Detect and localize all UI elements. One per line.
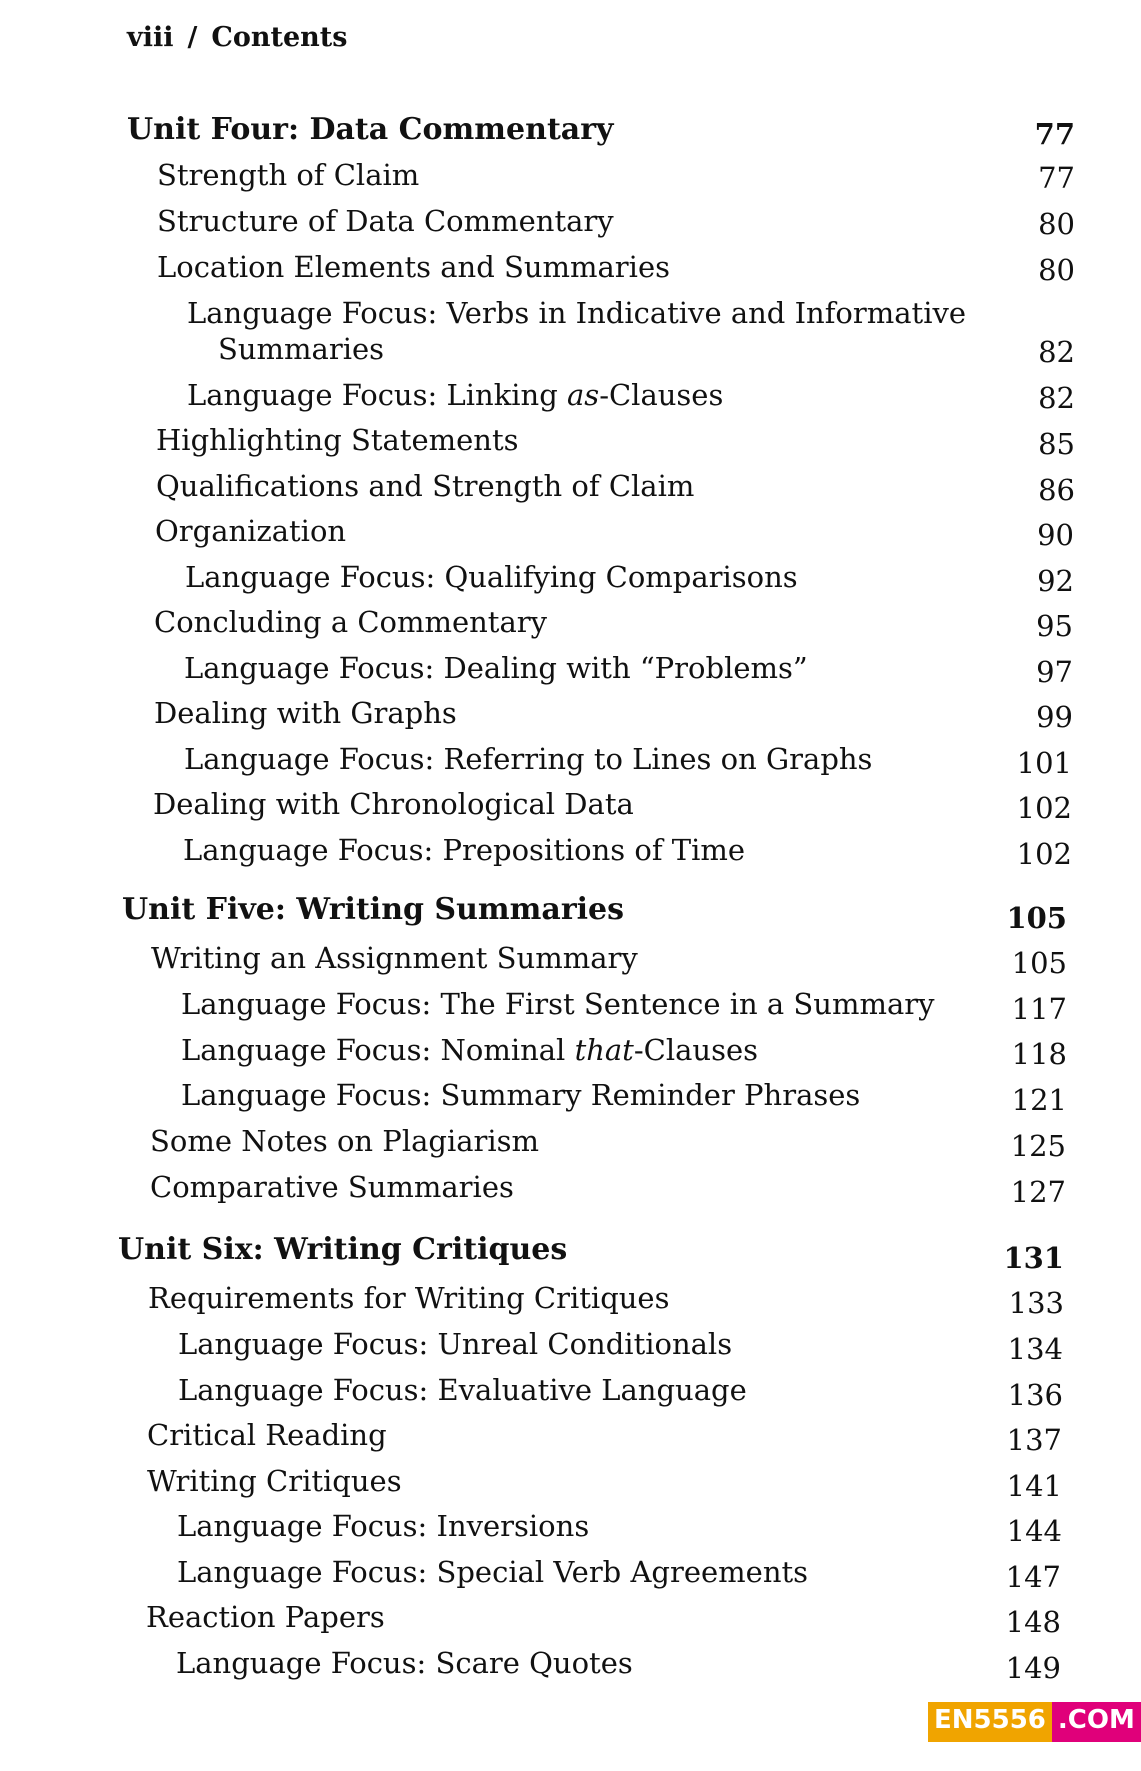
toc-subsection[interactable] bbox=[187, 377, 723, 413]
toc-page-number: 121 bbox=[1011, 1083, 1067, 1117]
toc-text: Language Focus: Linking bbox=[187, 378, 568, 412]
toc-page-number: 97 bbox=[1036, 655, 1073, 689]
toc-subsection[interactable]: Language Focus: Referring to Lines on Graphs bbox=[184, 742, 873, 776]
toc-page-number: 147 bbox=[1005, 1560, 1061, 1594]
toc-page-number: 118 bbox=[1011, 1037, 1067, 1071]
toc-section[interactable]: Strength of Claim bbox=[157, 158, 420, 192]
toc-section[interactable]: Location Elements and Summaries bbox=[157, 250, 670, 284]
toc-subsection[interactable]: Language Focus: Prepositions of Time bbox=[183, 833, 746, 867]
watermark bbox=[928, 1702, 1135, 1742]
header-separator: / bbox=[187, 22, 198, 53]
toc-page-number: 134 bbox=[1007, 1332, 1063, 1366]
toc-subsection[interactable]: Language Focus: Inversions bbox=[177, 1509, 590, 1543]
toc-subsection-continued: Summaries bbox=[218, 332, 385, 366]
toc-section[interactable]: Highlighting Statements bbox=[156, 423, 519, 457]
toc-italic-text: as bbox=[567, 378, 600, 412]
toc-page-number: 125 bbox=[1010, 1129, 1066, 1163]
toc-text: -Clauses bbox=[633, 1033, 758, 1067]
toc-page-number: 85 bbox=[1038, 427, 1075, 461]
toc-page-number: 99 bbox=[1036, 700, 1073, 734]
toc-page-number: 148 bbox=[1005, 1605, 1061, 1639]
toc-page-number: 105 bbox=[1006, 901, 1067, 935]
toc-page-number: 82 bbox=[1038, 335, 1075, 369]
toc-text: Language Focus: Nominal bbox=[181, 1033, 575, 1067]
toc-page-number: 90 bbox=[1037, 518, 1074, 552]
toc-page-number: 95 bbox=[1036, 609, 1073, 643]
page-header bbox=[127, 22, 347, 53]
toc-page-number: 77 bbox=[1034, 117, 1075, 151]
watermark-part-2: .COM bbox=[1052, 1702, 1141, 1742]
toc-section[interactable]: Structure of Data Commentary bbox=[157, 204, 614, 238]
toc-section[interactable]: Some Notes on Plagiarism bbox=[150, 1124, 540, 1158]
toc-page-number: 77 bbox=[1038, 161, 1075, 195]
toc-text: -Clauses bbox=[599, 378, 724, 412]
toc-unit-heading[interactable]: Unit Five: Writing Summaries bbox=[122, 892, 625, 927]
toc-section[interactable]: Critical Reading bbox=[147, 1418, 387, 1452]
toc-section[interactable]: Reaction Papers bbox=[146, 1600, 385, 1634]
toc-section[interactable]: Writing an Assignment Summary bbox=[151, 941, 638, 975]
toc-subsection[interactable]: Language Focus: Summary Reminder Phrases bbox=[181, 1078, 861, 1112]
toc-page-number: 141 bbox=[1006, 1469, 1062, 1503]
page-title: Contents bbox=[211, 22, 348, 53]
toc-subsection[interactable]: Language Focus: Qualifying Comparisons bbox=[185, 560, 798, 594]
toc-subsection[interactable]: Language Focus: Verbs in Indicative and Informative bbox=[187, 296, 967, 330]
toc-page-number: 131 bbox=[1003, 1241, 1064, 1275]
toc-section[interactable]: Qualifications and Strength of Claim bbox=[156, 469, 695, 503]
watermark-part-1: EN5556 bbox=[928, 1702, 1052, 1742]
toc-section[interactable]: Concluding a Commentary bbox=[154, 605, 548, 639]
toc-section[interactable]: Requirements for Writing Critiques bbox=[148, 1281, 670, 1315]
toc-section[interactable]: Comparative Summaries bbox=[150, 1170, 514, 1204]
toc-page-number: 117 bbox=[1011, 992, 1067, 1026]
toc-subsection[interactable]: Language Focus: Dealing with “Problems” bbox=[184, 651, 808, 685]
toc-page-number: 82 bbox=[1038, 381, 1075, 415]
toc-page-number: 80 bbox=[1038, 253, 1075, 287]
toc-page-number: 80 bbox=[1038, 207, 1075, 241]
toc-page-number: 137 bbox=[1006, 1423, 1062, 1457]
toc-subsection[interactable]: Language Focus: Unreal Conditionals bbox=[178, 1327, 733, 1361]
toc-section[interactable]: Dealing with Graphs bbox=[154, 696, 457, 730]
toc-section[interactable]: Dealing with Chronological Data bbox=[153, 787, 634, 821]
toc-subsection[interactable] bbox=[181, 1032, 758, 1068]
toc-page-number: 92 bbox=[1037, 564, 1074, 598]
toc-section[interactable]: Organization bbox=[155, 514, 347, 548]
toc-page-number: 105 bbox=[1011, 946, 1067, 980]
toc-page-number: 102 bbox=[1016, 791, 1072, 825]
toc-page-number: 86 bbox=[1038, 473, 1075, 507]
toc-page-number: 149 bbox=[1005, 1651, 1061, 1685]
toc-page-number: 136 bbox=[1007, 1378, 1063, 1412]
toc-page-number: 133 bbox=[1008, 1286, 1064, 1320]
toc-subsection[interactable]: Language Focus: Special Verb Agreements bbox=[177, 1555, 809, 1589]
toc-unit-heading[interactable]: Unit Six: Writing Critiques bbox=[118, 1232, 568, 1267]
toc-page-number: 101 bbox=[1016, 746, 1072, 780]
toc-page-number: 127 bbox=[1010, 1175, 1066, 1209]
toc-unit-heading[interactable]: Unit Four: Data Commentary bbox=[127, 112, 614, 147]
toc-subsection[interactable]: Language Focus: The First Sentence in a Summary bbox=[181, 987, 935, 1021]
page-number-label: viii bbox=[127, 22, 174, 53]
toc-section[interactable]: Writing Critiques bbox=[147, 1464, 402, 1498]
toc-subsection[interactable]: Language Focus: Evaluative Language bbox=[178, 1373, 747, 1407]
toc-page-number: 144 bbox=[1006, 1514, 1062, 1548]
toc-italic-text: that bbox=[574, 1033, 634, 1067]
toc-page-number: 102 bbox=[1016, 837, 1072, 871]
toc-subsection[interactable]: Language Focus: Scare Quotes bbox=[176, 1646, 633, 1680]
